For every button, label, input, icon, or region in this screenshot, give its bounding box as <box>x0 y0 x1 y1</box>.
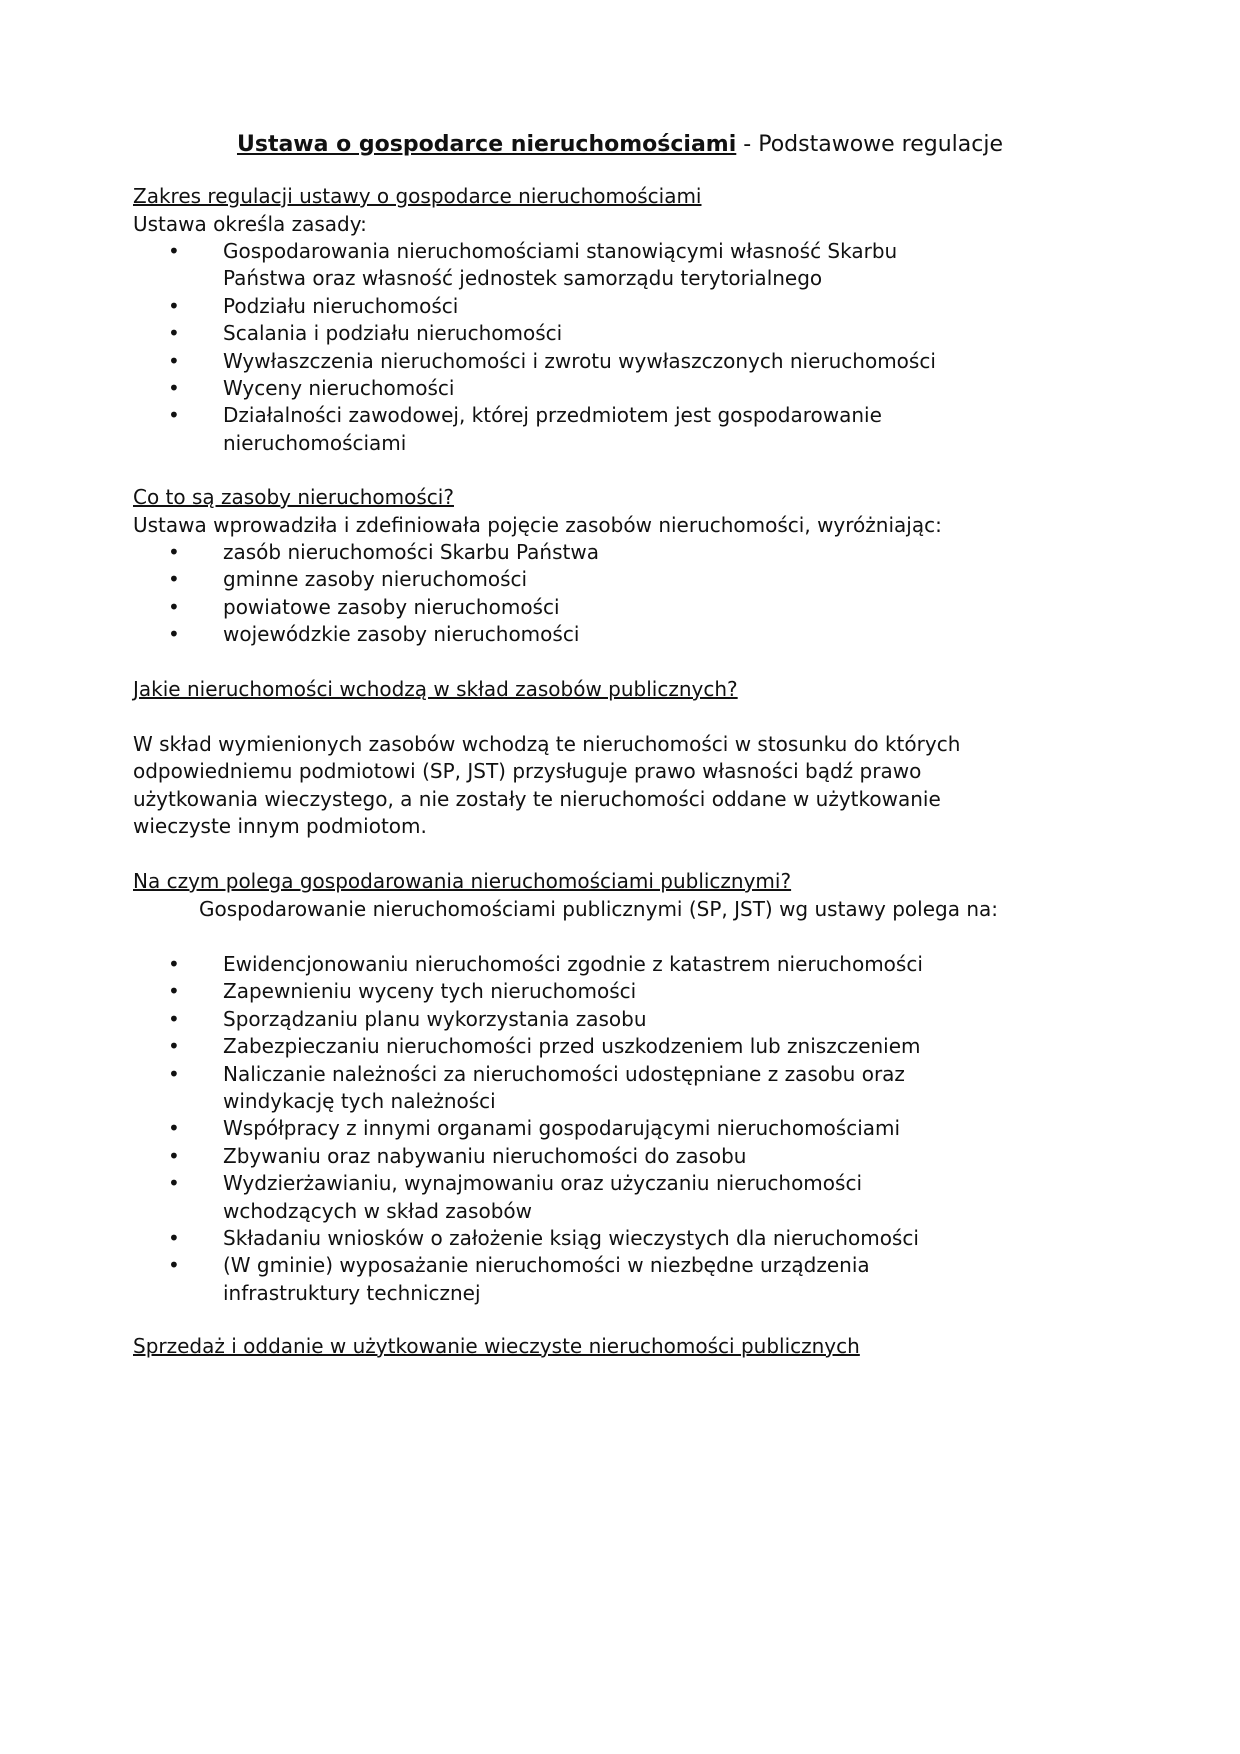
list-item: • Zabezpieczaniu nieruchomości przed uszkodzeniem lub zniszczeniem <box>133 1033 1053 1060</box>
section-paragraph-public-resources: W skład wymienionych zasobów wchodzą te nieruchomości w stosunku do których odpowiedniemu podmiotowi (SP, JST) przysługuje prawo własności bądź prawo użytkowania wieczystego, a nie zostały te nieruchomości oddane w użytkowanie wieczyste innym podmiotom. <box>133 732 961 839</box>
section-heading-resources: Co to są zasoby nieruchomości? <box>133 485 454 509</box>
section-heading-public-resources: Jakie nieruchomości wchodzą w skład zasobów publicznych? <box>133 677 738 701</box>
resources-list <box>133 539 1053 649</box>
list-item: • Zbywaniu oraz nabywaniu nieruchomości do zasobu <box>133 1143 1053 1170</box>
list-item: • zasób nieruchomości Skarbu Państwa <box>133 539 1053 566</box>
section-intro-scope: Ustawa określa zasady: <box>133 212 367 236</box>
list-item: • Sporządzaniu planu wykorzystania zasobu <box>133 1006 1053 1033</box>
list-item: • Scalania i podziału nieruchomości <box>133 320 1013 347</box>
title-separator: - <box>736 132 759 157</box>
list-item: • Ewidencjonowaniu nieruchomości zgodnie z katastrem nieruchomości <box>133 951 1053 978</box>
scope-list <box>133 238 1013 457</box>
title-subtitle: Podstawowe regulacje <box>758 132 1004 157</box>
section-heading-management: Na czym polega gospodarowania nieruchomościami publicznymi? <box>133 869 792 893</box>
section-intro-management: Gospodarowanie nieruchomościami publicznymi (SP, JST) wg ustawy polega na: <box>199 897 999 921</box>
title-main: Ustawa o gospodarce nieruchomościami <box>236 132 737 157</box>
list-item: • Działalności zawodowej, której przedmiotem jest gospodarowanie nieruchomościami <box>133 402 913 457</box>
list-item: • (W gminie) wyposażanie nieruchomości w niezbędne urządzenia infrastruktury technicznej <box>133 1252 913 1307</box>
list-item: • gminne zasoby nieruchomości <box>133 566 1053 593</box>
list-item: • Zapewnieniu wyceny tych nieruchomości <box>133 978 1053 1005</box>
list-item: • Wydzierżawianiu, wynajmowaniu oraz użyczaniu nieruchomości wchodzących w skład zasobów <box>133 1170 913 1225</box>
list-item: • wojewódzkie zasoby nieruchomości <box>133 621 1053 648</box>
section-intro-resources: Ustawa wprowadziła i zdefiniowała pojęcie zasobów nieruchomości, wyróżniając: <box>133 513 942 537</box>
list-item: • Wywłaszczenia nieruchomości i zwrotu wywłaszczonych nieruchomości <box>133 348 1013 375</box>
list-item: • Gospodarowania nieruchomościami stanowiącymi własność Skarbu Państwa oraz własność jednostek samorządu terytorialnego <box>133 238 943 293</box>
list-item: • powiatowe zasoby nieruchomości <box>133 594 1053 621</box>
list-item: • Wyceny nieruchomości <box>133 375 1013 402</box>
document-title <box>0 130 1240 160</box>
management-list <box>133 951 1053 1307</box>
list-item: • Naliczanie należności za nieruchomości udostępniane z zasobu oraz windykację tych należności <box>133 1061 943 1116</box>
list-item: • Podziału nieruchomości <box>133 293 1013 320</box>
list-item: • Współpracy z innymi organami gospodarującymi nieruchomościami <box>133 1115 1053 1142</box>
section-heading-scope: Zakres regulacji ustawy o gospodarce nieruchomościami <box>133 184 702 208</box>
list-item: • Składaniu wniosków o założenie ksiąg wieczystych dla nieruchomości <box>133 1225 1053 1252</box>
section-heading-sale: Sprzedaż i oddanie w użytkowanie wieczyste nieruchomości publicznych <box>133 1334 860 1358</box>
